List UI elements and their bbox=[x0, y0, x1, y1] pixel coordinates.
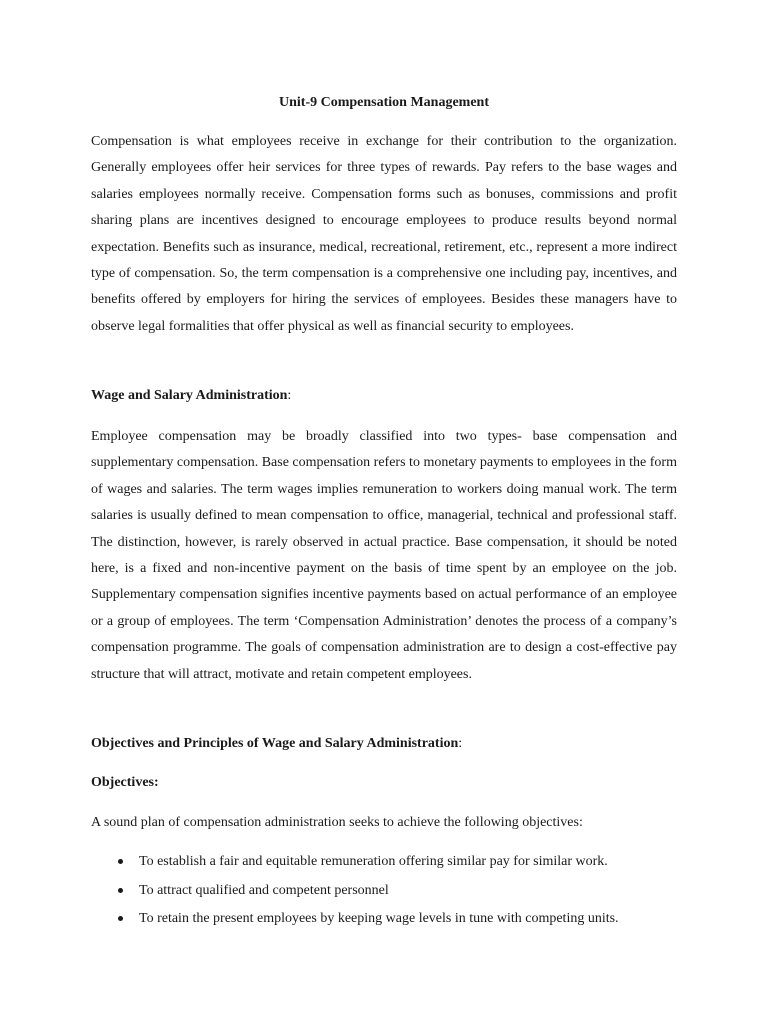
list-item-text: To attract qualified and competent personnel bbox=[139, 882, 389, 898]
wage-salary-heading-colon: : bbox=[287, 388, 292, 403]
objectives-list bbox=[91, 852, 691, 938]
intro-paragraph: Compensation is what employees receive in exchange for their contribution to the organization. Generally employees offer heir services for three types of rewards. Pay refers to the base wages and salaries employees normally receive. Compensation forms such as bonuses, commissions and profit sharing plans are incentives designed to encourage employees to produce results beyond normal expectation. Benefits such as insurance, medical, recreational, retirement, etc., represent a more indirect type of compensation. So, the term compensation is a comprehensive one including pay, incentives, and benefits offered by employers for hiring the services of employees. Besides these managers have to observe legal formalities that offer physical as well as financial security to employees. bbox=[91, 134, 677, 334]
objectives-intro: A sound plan of compensation administration seeks to achieve the following objectives: bbox=[91, 815, 583, 830]
objectives-principles-heading bbox=[91, 734, 462, 754]
objectives-heading-text: Objectives: bbox=[91, 775, 159, 790]
list-item bbox=[91, 881, 691, 910]
bullet-icon bbox=[118, 916, 123, 921]
bullet-icon bbox=[118, 859, 123, 864]
list-item-text: To establish a fair and equitable remuneration offering similar pay for similar work. bbox=[139, 854, 608, 869]
list-item-text: To retain the present employees by keeping wage levels in tune with competing units. bbox=[139, 911, 619, 926]
wage-salary-heading bbox=[91, 386, 291, 406]
wage-salary-heading-text: Wage and Salary Administration bbox=[91, 388, 288, 403]
list-item bbox=[91, 909, 691, 938]
document-title: Unit-9 Compensation Management bbox=[279, 95, 489, 110]
objectives-principles-heading-text: Objectives and Principles of Wage and Salary Administration bbox=[91, 736, 459, 751]
list-item bbox=[91, 852, 691, 881]
objectives-heading bbox=[91, 773, 159, 793]
wage-salary-paragraph: Employee compensation may be broadly classified into two types- base compensation and supplementary compensation. Base compensation refers to monetary payments to employees in the form of wages and salaries. The term wages implies remuneration to workers doing manual work. The term salaries is usually defined to mean compensation to office, managerial, technical and professional staff. The distinction, however, is rarely observed in actual practice. Base compensation, it should be noted here, is a fixed and non-incentive payment on the basis of time spent by an employee on the job. Supplementary compensation signifies incentive payments based on actual performance of an employee or a group of employees. The term ‘Compensation Administration’ denotes the process of a company’s compensation programme. The goals of compensation administration are to design a cost-effective pay structure that will attract, motivate and retain competent employees. bbox=[91, 429, 677, 682]
bullet-icon bbox=[118, 888, 123, 893]
objectives-principles-heading-colon: : bbox=[458, 736, 463, 751]
